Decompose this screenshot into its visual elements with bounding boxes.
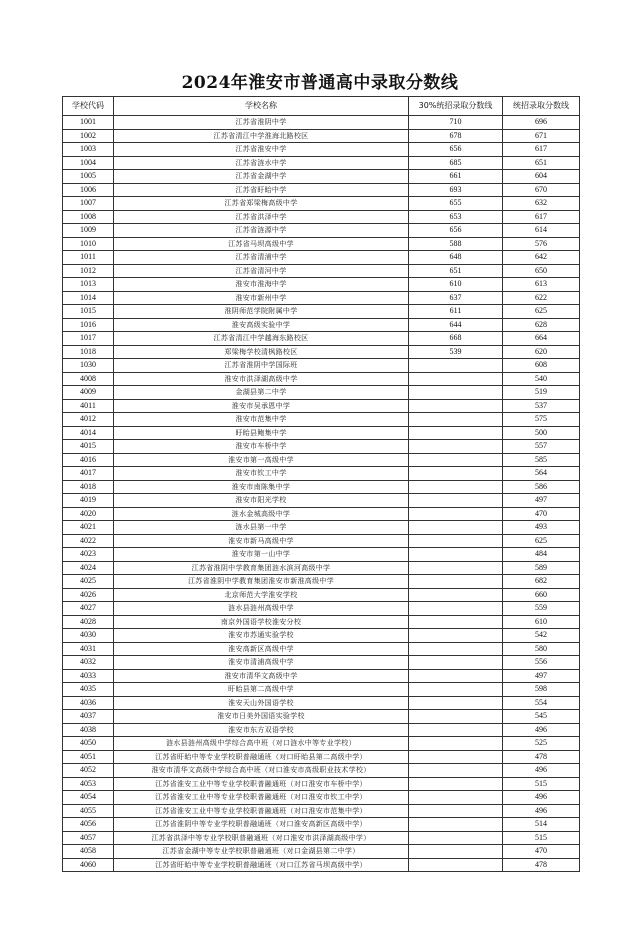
score-general-cell: 515 xyxy=(503,777,580,791)
table-row xyxy=(63,548,580,562)
table-row xyxy=(63,305,580,319)
score-30pct-cell xyxy=(409,818,503,832)
score-general-cell: 478 xyxy=(503,750,580,764)
school-name-cell: 江苏省清浦中学 xyxy=(114,251,409,265)
score-general-cell: 576 xyxy=(503,237,580,251)
score-general-cell: 617 xyxy=(503,210,580,224)
score-30pct-cell xyxy=(409,669,503,683)
table-row xyxy=(63,440,580,454)
school-name-cell: 淮安市清浦高级中学 xyxy=(114,656,409,670)
school-name-cell: 江苏省盱眙中等专业学校职普融通班（对口江苏省马坝高级中学） xyxy=(114,858,409,872)
score-general-cell: 664 xyxy=(503,332,580,346)
score-30pct-cell xyxy=(409,575,503,589)
score-30pct-cell: 651 xyxy=(409,264,503,278)
school-code-cell: 4036 xyxy=(63,696,114,710)
table-row xyxy=(63,197,580,211)
table-row xyxy=(63,750,580,764)
score-general-cell: 620 xyxy=(503,345,580,359)
school-name-cell: 淮安高级实验中学 xyxy=(114,318,409,332)
school-code-cell: 4009 xyxy=(63,386,114,400)
score-general-cell: 545 xyxy=(503,710,580,724)
score-30pct-cell: 648 xyxy=(409,251,503,265)
table-row xyxy=(63,116,580,130)
table-row xyxy=(63,764,580,778)
score-30pct-cell xyxy=(409,426,503,440)
school-code-cell: 1004 xyxy=(63,156,114,170)
school-code-cell: 4020 xyxy=(63,507,114,521)
school-name-cell: 淮安市清华文高级中学综合高中班（对口淮安市高级职业技术学校） xyxy=(114,764,409,778)
score-general-cell: 559 xyxy=(503,602,580,616)
school-code-cell: 4057 xyxy=(63,831,114,845)
score-30pct-cell xyxy=(409,467,503,481)
school-name-cell: 江苏省淮安中学 xyxy=(114,143,409,157)
school-code-cell: 4035 xyxy=(63,683,114,697)
score-30pct-cell: 637 xyxy=(409,291,503,305)
score-general-cell: 556 xyxy=(503,656,580,670)
school-name-cell: 江苏省淮安工业中等专业学校职普融通班（对口淮安市范集中学） xyxy=(114,804,409,818)
school-code-cell: 4030 xyxy=(63,629,114,643)
school-code-cell: 4014 xyxy=(63,426,114,440)
table-row xyxy=(63,291,580,305)
table-row xyxy=(63,561,580,575)
school-name-cell: 江苏省盱眙中学 xyxy=(114,183,409,197)
school-name-cell: 江苏省清江中学淮海北路校区 xyxy=(114,129,409,143)
school-name-cell: 江苏省清江中学越海东路校区 xyxy=(114,332,409,346)
score-30pct-cell: 661 xyxy=(409,170,503,184)
table-row xyxy=(63,264,580,278)
school-code-cell: 4021 xyxy=(63,521,114,535)
school-name-cell: 北京师范大学淮安学校 xyxy=(114,588,409,602)
school-name-cell: 淮安高新区高级中学 xyxy=(114,642,409,656)
score-general-cell: 696 xyxy=(503,116,580,130)
score-30pct-cell xyxy=(409,683,503,697)
score-30pct-cell xyxy=(409,737,503,751)
score-30pct-cell xyxy=(409,656,503,670)
admission-score-table xyxy=(62,96,580,872)
table-row xyxy=(63,683,580,697)
table-row xyxy=(63,507,580,521)
school-code-cell: 4018 xyxy=(63,480,114,494)
school-code-cell: 4058 xyxy=(63,845,114,859)
score-general-cell: 470 xyxy=(503,845,580,859)
school-name-cell: 淮安市苏通实验学校 xyxy=(114,629,409,643)
table-row xyxy=(63,453,580,467)
table-header-row xyxy=(63,97,580,116)
school-name-cell: 淮安市车桥中学 xyxy=(114,440,409,454)
score-general-cell: 660 xyxy=(503,588,580,602)
score-30pct-cell xyxy=(409,831,503,845)
score-general-cell: 514 xyxy=(503,818,580,832)
school-name-cell: 淮安市南陈集中学 xyxy=(114,480,409,494)
table-row xyxy=(63,777,580,791)
score-30pct-cell: 655 xyxy=(409,197,503,211)
school-name-cell: 淮安市洪泽湖高级中学 xyxy=(114,372,409,386)
school-name-cell: 江苏省涟水中学 xyxy=(114,156,409,170)
school-code-cell: 1017 xyxy=(63,332,114,346)
table-row xyxy=(63,629,580,643)
school-code-cell: 4060 xyxy=(63,858,114,872)
score-general-cell: 614 xyxy=(503,224,580,238)
school-name-cell: 淮安市新马高级中学 xyxy=(114,534,409,548)
school-code-cell: 1001 xyxy=(63,116,114,130)
table-row xyxy=(63,386,580,400)
table-row xyxy=(63,210,580,224)
school-name-cell: 淮安市淮海中学 xyxy=(114,278,409,292)
table-row xyxy=(63,602,580,616)
score-general-cell: 622 xyxy=(503,291,580,305)
score-30pct-cell: 656 xyxy=(409,143,503,157)
table-row xyxy=(63,129,580,143)
score-30pct-cell xyxy=(409,750,503,764)
school-code-cell: 4054 xyxy=(63,791,114,805)
school-code-cell: 1016 xyxy=(63,318,114,332)
school-code-cell: 4012 xyxy=(63,413,114,427)
school-name-cell: 淮安市日美外国语实验学校 xyxy=(114,710,409,724)
score-30pct-cell xyxy=(409,507,503,521)
school-code-cell: 1003 xyxy=(63,143,114,157)
score-30pct-cell: 653 xyxy=(409,210,503,224)
score-30pct-cell: 693 xyxy=(409,183,503,197)
school-code-cell: 4038 xyxy=(63,723,114,737)
school-name-cell: 淮安市范集中学 xyxy=(114,413,409,427)
school-code-cell: 4032 xyxy=(63,656,114,670)
table-row xyxy=(63,588,580,602)
score-30pct-cell xyxy=(409,858,503,872)
score-30pct-cell xyxy=(409,764,503,778)
table-row xyxy=(63,345,580,359)
school-code-cell: 4055 xyxy=(63,804,114,818)
school-name-cell: 江苏省洪泽中学 xyxy=(114,210,409,224)
table-row xyxy=(63,696,580,710)
school-code-cell: 4019 xyxy=(63,494,114,508)
table-row xyxy=(63,372,580,386)
school-code-cell: 1005 xyxy=(63,170,114,184)
score-general-cell: 585 xyxy=(503,453,580,467)
score-general-cell: 580 xyxy=(503,642,580,656)
school-code-cell: 4052 xyxy=(63,764,114,778)
score-30pct-cell xyxy=(409,548,503,562)
score-30pct-cell: 588 xyxy=(409,237,503,251)
header-school-code: 学校代码 xyxy=(63,97,114,116)
score-30pct-cell xyxy=(409,534,503,548)
table-row xyxy=(63,332,580,346)
school-code-cell: 4015 xyxy=(63,440,114,454)
school-name-cell: 江苏省淮安工业中等专业学校职普融通班（对口淮安市钦工中学） xyxy=(114,791,409,805)
table-row xyxy=(63,723,580,737)
score-general-cell: 632 xyxy=(503,197,580,211)
score-30pct-cell xyxy=(409,723,503,737)
school-name-cell: 江苏省涟源中学 xyxy=(114,224,409,238)
table-row xyxy=(63,467,580,481)
school-name-cell: 淮安市第一高级中学 xyxy=(114,453,409,467)
school-code-cell: 4027 xyxy=(63,602,114,616)
school-name-cell: 涟水县涟州高级中学 xyxy=(114,602,409,616)
school-code-cell: 1014 xyxy=(63,291,114,305)
table-row xyxy=(63,669,580,683)
score-general-cell: 525 xyxy=(503,737,580,751)
school-code-cell: 1015 xyxy=(63,305,114,319)
school-name-cell: 涟水金城高级中学 xyxy=(114,507,409,521)
school-name-cell: 江苏省清河中学 xyxy=(114,264,409,278)
score-general-cell: 613 xyxy=(503,278,580,292)
score-general-cell: 497 xyxy=(503,669,580,683)
score-30pct-cell xyxy=(409,629,503,643)
school-code-cell: 4051 xyxy=(63,750,114,764)
table-row xyxy=(63,318,580,332)
score-30pct-cell xyxy=(409,480,503,494)
school-code-cell: 4011 xyxy=(63,399,114,413)
school-code-cell: 4050 xyxy=(63,737,114,751)
school-code-cell: 4017 xyxy=(63,467,114,481)
school-code-cell: 1010 xyxy=(63,237,114,251)
score-general-cell: 589 xyxy=(503,561,580,575)
school-name-cell: 盱眙县鲍集中学 xyxy=(114,426,409,440)
score-general-cell: 515 xyxy=(503,831,580,845)
score-general-cell: 496 xyxy=(503,804,580,818)
table-row xyxy=(63,521,580,535)
school-name-cell: 淮安市钦工中学 xyxy=(114,467,409,481)
score-30pct-cell: 710 xyxy=(409,116,503,130)
score-general-cell: 670 xyxy=(503,183,580,197)
table-row xyxy=(63,237,580,251)
score-general-cell: 651 xyxy=(503,156,580,170)
header-general-score: 统招录取分数线 xyxy=(503,97,580,116)
school-code-cell: 1008 xyxy=(63,210,114,224)
score-general-cell: 470 xyxy=(503,507,580,521)
school-code-cell: 1018 xyxy=(63,345,114,359)
table-row xyxy=(63,831,580,845)
score-general-cell: 557 xyxy=(503,440,580,454)
table-row xyxy=(63,143,580,157)
table-row xyxy=(63,359,580,373)
header-school-name: 学校名称 xyxy=(114,97,409,116)
score-30pct-cell xyxy=(409,696,503,710)
school-code-cell: 4016 xyxy=(63,453,114,467)
score-general-cell: 484 xyxy=(503,548,580,562)
school-name-cell: 淮安市东方双语学校 xyxy=(114,723,409,737)
table-row xyxy=(63,399,580,413)
school-name-cell: 淮安天山外国语学校 xyxy=(114,696,409,710)
score-30pct-cell xyxy=(409,453,503,467)
school-code-cell: 1006 xyxy=(63,183,114,197)
score-30pct-cell: 685 xyxy=(409,156,503,170)
table-row xyxy=(63,156,580,170)
score-30pct-cell: 539 xyxy=(409,345,503,359)
score-general-cell: 610 xyxy=(503,615,580,629)
score-general-cell: 575 xyxy=(503,413,580,427)
school-name-cell: 江苏省金湖中学 xyxy=(114,170,409,184)
school-code-cell: 4033 xyxy=(63,669,114,683)
score-30pct-cell xyxy=(409,413,503,427)
school-name-cell: 涟水县涟州高级中学综合高中班（对口涟水中等专业学校） xyxy=(114,737,409,751)
school-code-cell: 4022 xyxy=(63,534,114,548)
school-code-cell: 1009 xyxy=(63,224,114,238)
score-30pct-cell xyxy=(409,710,503,724)
school-code-cell: 4024 xyxy=(63,561,114,575)
score-general-cell: 496 xyxy=(503,791,580,805)
page-title: 2024年淮安市普通高中录取分数线 xyxy=(181,73,459,93)
table-row xyxy=(63,278,580,292)
school-name-cell: 淮安市吴承恩中学 xyxy=(114,399,409,413)
school-code-cell: 1011 xyxy=(63,251,114,265)
school-code-cell: 4008 xyxy=(63,372,114,386)
school-name-cell: 南京外国语学校淮安分校 xyxy=(114,615,409,629)
table-row xyxy=(63,170,580,184)
school-code-cell: 4056 xyxy=(63,818,114,832)
table-row xyxy=(63,534,580,548)
school-name-cell: 江苏省淮安工业中等专业学校职普融通班（对口淮安市车桥中学） xyxy=(114,777,409,791)
score-30pct-cell: 611 xyxy=(409,305,503,319)
score-30pct-cell xyxy=(409,359,503,373)
score-30pct-cell xyxy=(409,494,503,508)
school-name-cell: 江苏省郑梁梅高级中学 xyxy=(114,197,409,211)
score-30pct-cell: 656 xyxy=(409,224,503,238)
school-code-cell: 4053 xyxy=(63,777,114,791)
school-name-cell: 淮安市第一山中学 xyxy=(114,548,409,562)
table-row xyxy=(63,737,580,751)
header-30pct-score: 30%统招录取分数线 xyxy=(409,97,503,116)
score-30pct-cell xyxy=(409,399,503,413)
school-name-cell: 江苏省淮阴中学教育集团涟水滨河高级中学 xyxy=(114,561,409,575)
table-body xyxy=(63,116,580,872)
school-name-cell: 江苏省盱眙中等专业学校职普融通班（对口盱眙县第二高级中学） xyxy=(114,750,409,764)
score-general-cell: 650 xyxy=(503,264,580,278)
score-general-cell: 625 xyxy=(503,305,580,319)
score-30pct-cell xyxy=(409,440,503,454)
score-general-cell: 542 xyxy=(503,629,580,643)
school-code-cell: 1007 xyxy=(63,197,114,211)
table-row xyxy=(63,183,580,197)
school-code-cell: 1012 xyxy=(63,264,114,278)
score-general-cell: 496 xyxy=(503,723,580,737)
school-name-cell: 淮安市清华文高级中学 xyxy=(114,669,409,683)
table-row xyxy=(63,845,580,859)
score-30pct-cell xyxy=(409,642,503,656)
school-name-cell: 江苏省洪泽中等专业学校职普融通班（对口淮安市洪泽湖高级中学） xyxy=(114,831,409,845)
table-row xyxy=(63,575,580,589)
school-name-cell: 江苏省淮阴中学教育集团淮安市新淮高级中学 xyxy=(114,575,409,589)
school-name-cell: 涟水县第一中学 xyxy=(114,521,409,535)
score-general-cell: 642 xyxy=(503,251,580,265)
score-30pct-cell xyxy=(409,372,503,386)
school-name-cell: 淮阴师范学院附属中学 xyxy=(114,305,409,319)
school-name-cell: 江苏省淮阴中学国际班 xyxy=(114,359,409,373)
score-30pct-cell: 644 xyxy=(409,318,503,332)
score-general-cell: 608 xyxy=(503,359,580,373)
score-30pct-cell xyxy=(409,777,503,791)
school-name-cell: 淮安市新州中学 xyxy=(114,291,409,305)
score-30pct-cell xyxy=(409,561,503,575)
score-general-cell: 564 xyxy=(503,467,580,481)
school-code-cell: 1013 xyxy=(63,278,114,292)
score-general-cell: 682 xyxy=(503,575,580,589)
score-general-cell: 540 xyxy=(503,372,580,386)
score-30pct-cell xyxy=(409,521,503,535)
score-30pct-cell xyxy=(409,602,503,616)
score-general-cell: 537 xyxy=(503,399,580,413)
score-30pct-cell xyxy=(409,386,503,400)
score-general-cell: 554 xyxy=(503,696,580,710)
school-name-cell: 江苏省淮阴中学 xyxy=(114,116,409,130)
school-name-cell: 郑梁梅学校清枫路校区 xyxy=(114,345,409,359)
score-general-cell: 478 xyxy=(503,858,580,872)
school-name-cell: 江苏省马坝高级中学 xyxy=(114,237,409,251)
table-row xyxy=(63,656,580,670)
score-general-cell: 625 xyxy=(503,534,580,548)
table-row xyxy=(63,413,580,427)
school-code-cell: 4023 xyxy=(63,548,114,562)
score-general-cell: 497 xyxy=(503,494,580,508)
school-code-cell: 1002 xyxy=(63,129,114,143)
score-30pct-cell: 610 xyxy=(409,278,503,292)
school-code-cell: 1030 xyxy=(63,359,114,373)
score-30pct-cell xyxy=(409,791,503,805)
score-30pct-cell: 678 xyxy=(409,129,503,143)
school-code-cell: 4028 xyxy=(63,615,114,629)
score-general-cell: 628 xyxy=(503,318,580,332)
score-30pct-cell xyxy=(409,845,503,859)
score-general-cell: 496 xyxy=(503,764,580,778)
school-code-cell: 4026 xyxy=(63,588,114,602)
school-name-cell: 盱眙县第二高级中学 xyxy=(114,683,409,697)
table-row xyxy=(63,426,580,440)
table-row xyxy=(63,224,580,238)
table-row xyxy=(63,710,580,724)
score-general-cell: 617 xyxy=(503,143,580,157)
score-general-cell: 519 xyxy=(503,386,580,400)
score-general-cell: 500 xyxy=(503,426,580,440)
table-row xyxy=(63,642,580,656)
score-general-cell: 604 xyxy=(503,170,580,184)
table-row xyxy=(63,615,580,629)
school-code-cell: 4025 xyxy=(63,575,114,589)
score-general-cell: 671 xyxy=(503,129,580,143)
table-row xyxy=(63,818,580,832)
score-30pct-cell xyxy=(409,588,503,602)
table-row xyxy=(63,480,580,494)
score-general-cell: 586 xyxy=(503,480,580,494)
table-row xyxy=(63,494,580,508)
score-general-cell: 493 xyxy=(503,521,580,535)
school-code-cell: 4037 xyxy=(63,710,114,724)
score-30pct-cell: 668 xyxy=(409,332,503,346)
school-name-cell: 金湖县第二中学 xyxy=(114,386,409,400)
table-row xyxy=(63,858,580,872)
school-name-cell: 淮安市阳光学校 xyxy=(114,494,409,508)
score-30pct-cell xyxy=(409,615,503,629)
school-name-cell: 江苏省金湖中等专业学校职普融通班（对口金湖县第二中学） xyxy=(114,845,409,859)
table-row xyxy=(63,791,580,805)
school-code-cell: 4031 xyxy=(63,642,114,656)
score-general-cell: 598 xyxy=(503,683,580,697)
table-row xyxy=(63,251,580,265)
school-name-cell: 江苏省淮阴中等专业学校职普融通班（对口淮安高新区高级中学） xyxy=(114,818,409,832)
score-30pct-cell xyxy=(409,804,503,818)
table-row xyxy=(63,804,580,818)
